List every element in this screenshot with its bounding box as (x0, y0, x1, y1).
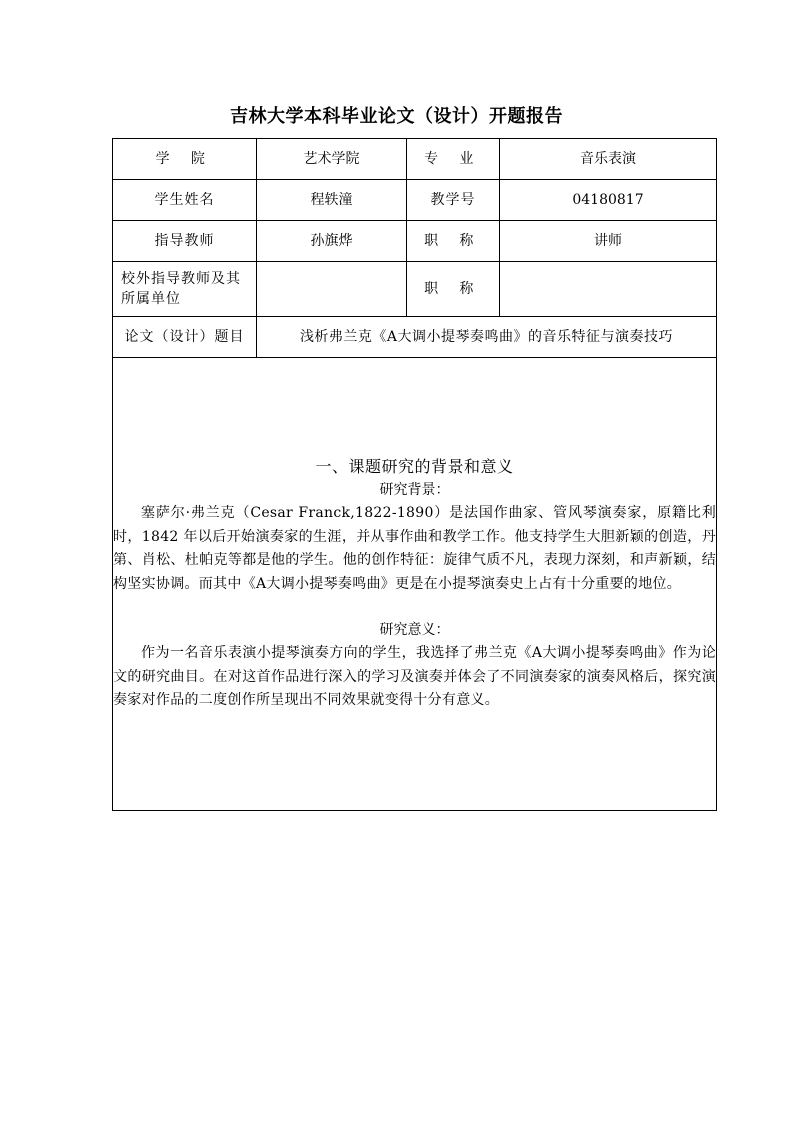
advisor-value: 孙旗烨 (257, 221, 407, 262)
student-name-value: 程轶潼 (257, 180, 407, 221)
table-row-college (113, 139, 717, 180)
student-id-value: 04180817 (500, 180, 717, 221)
paragraph-spacer (113, 596, 716, 619)
major-label: 专 业 (407, 139, 500, 180)
external-advisor-value (257, 262, 407, 317)
significance-label: 研究意义： (379, 622, 450, 639)
table-row-student (113, 180, 717, 221)
external-title-value (500, 262, 717, 317)
advisor-title-label: 职 称 (407, 221, 500, 262)
document-title: 吉林大学本科毕业论文（设计）开题报告 (230, 106, 563, 127)
college-value: 艺术学院 (257, 139, 407, 180)
thesis-topic-value: 浅析弗兰克《A大调小提琴奏鸣曲》的音乐特征与演奏技巧 (257, 317, 717, 358)
proposal-table (112, 138, 717, 811)
content-cell (113, 358, 717, 811)
table-row-external-advisor (113, 262, 717, 317)
external-advisor-label: 校外指导教师及其所属单位 (113, 262, 257, 317)
significance-paragraph: 作为一名音乐表演小提琴演奏方向的学生，我选择了弗兰克《A大调小提琴奏鸣曲》作为论文的研究曲目。在对这首作品进行深入的学习及演奏并体会了不同演奏家的演奏风格后，探究演奏家对作品的二度创作所呈现出不同效果就变得十分有意义。 (113, 645, 716, 709)
table-row-content (113, 358, 717, 811)
table-row-advisor (113, 221, 717, 262)
advisor-label: 指导教师 (113, 221, 257, 262)
section-heading: 一、课题研究的背景和意义 (315, 457, 514, 477)
table-row-thesis-topic (113, 317, 717, 358)
thesis-topic-label: 论文（设计）题目 (113, 317, 257, 358)
advisor-title-value: 讲师 (500, 221, 717, 262)
background-label: 研究背景： (379, 482, 450, 499)
student-id-label: 教学号 (407, 180, 500, 221)
external-title-label: 职 称 (407, 262, 500, 317)
student-name-label: 学生姓名 (113, 180, 257, 221)
background-paragraph: 塞萨尔·弗兰克（Cesar Franck,1822-1890）是法国作曲家、管风琴演奏家，原籍比利时，1842 年以后开始演奏家的生涯，并从事作曲和教学工作。他支持学生大胆新颖的创造，丹第、肖松、杜帕克等都是他的学生。他的创作特征：旋律气质不凡，表现力深刻，和声新颖，结构坚实协调。而其中《A大调小提琴奏鸣曲》更是在小提琴演奏史上占有十分重要的地位。 (113, 505, 716, 592)
major-value: 音乐表演 (500, 139, 717, 180)
college-label: 学 院 (113, 139, 257, 180)
